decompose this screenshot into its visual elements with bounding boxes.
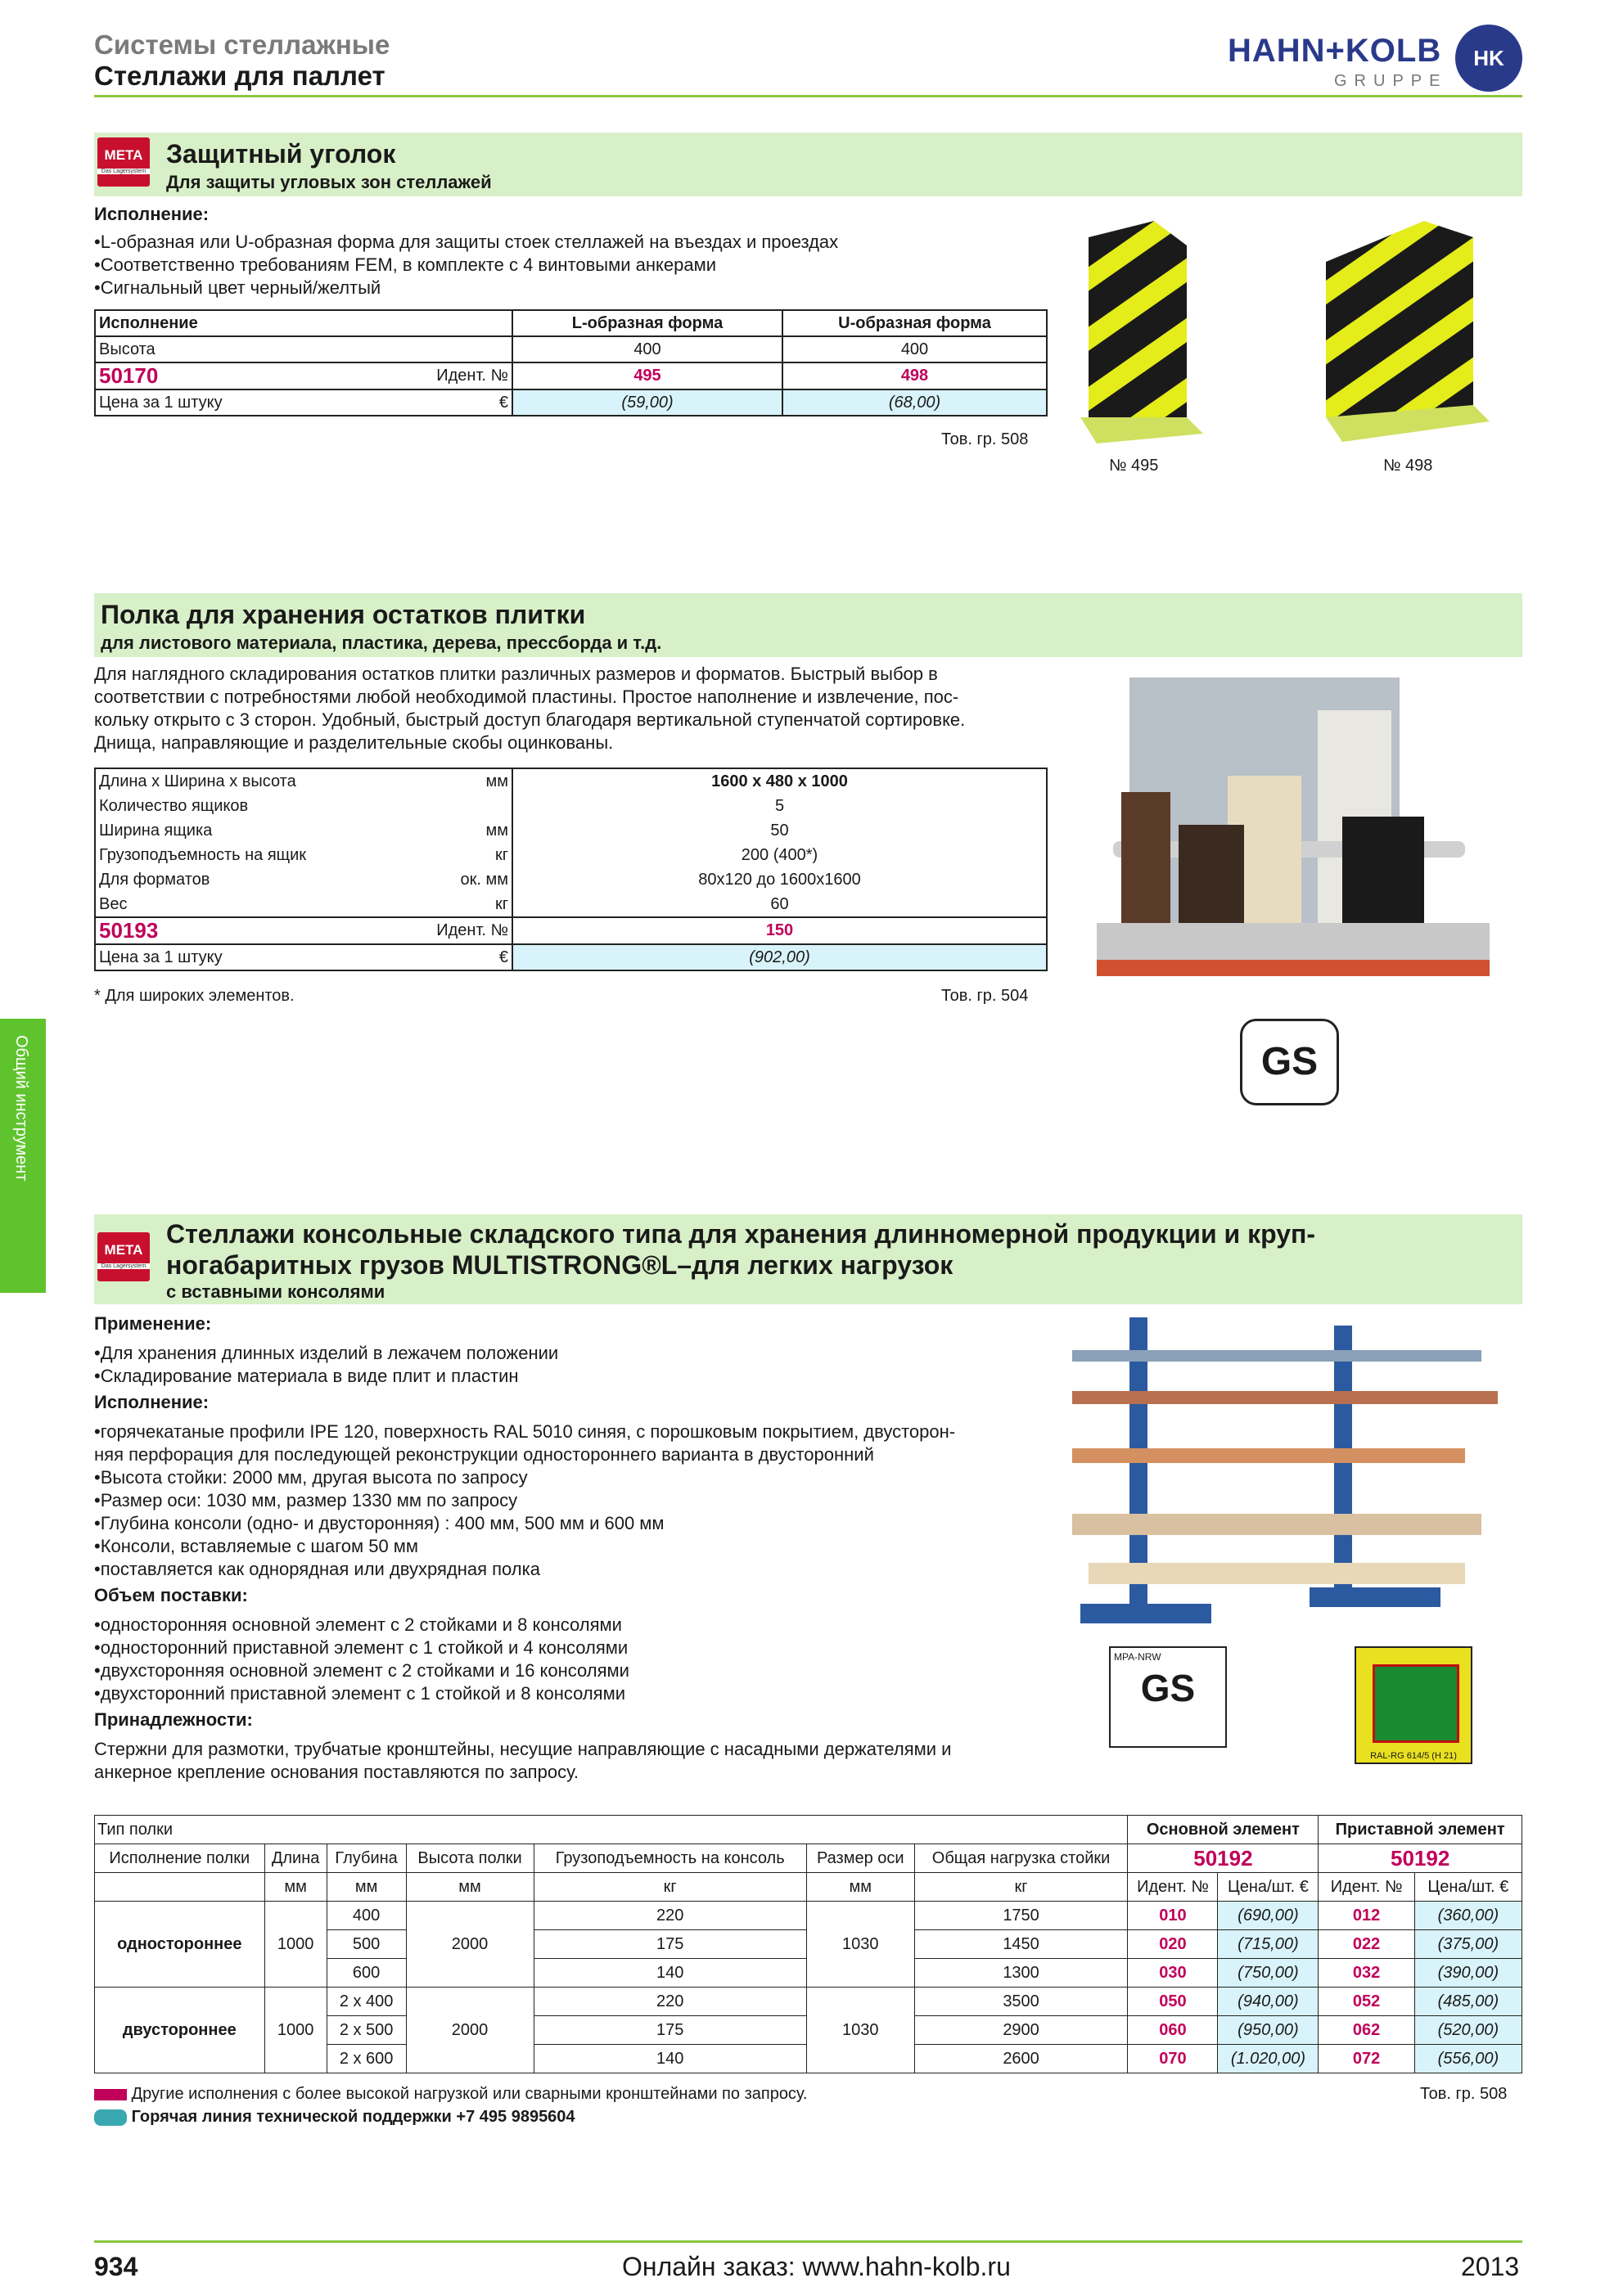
caption-495: № 495: [1109, 457, 1159, 475]
section2-title: Полка для хранения остатков плитки: [101, 600, 586, 629]
section1-group: Тов. гр. 508: [941, 430, 1029, 448]
section1-header: [94, 133, 1522, 196]
hotline: Горячая линия технической поддержки +7 495 9895604: [94, 2108, 575, 2127]
section3-scope: •двухсторонний приставной элемент с 1 стойкой и 8 консолями: [94, 1683, 625, 1704]
article-number: 50192: [1128, 1844, 1319, 1873]
phone-icon: [94, 2109, 127, 2126]
section1-title: Защитный уголок: [166, 139, 396, 169]
section3-app: •Складирование материала в виде плит и пластин: [94, 1366, 519, 1386]
section3-exec: •Размер оси: 1030 мм, размер 1330 мм по запросу: [94, 1490, 518, 1510]
section1-bullet: •L-образная или U-образная форма для защиты стоек стеллажей на въездах и проездах: [94, 232, 839, 252]
header-subcategory: Стеллажи для паллет: [94, 61, 385, 91]
section3-app: •Для хранения длинных изделий в лежачем положении: [94, 1343, 559, 1363]
section2-subtitle: для листового материала, пластика, дерева, прессборда и т.д.: [101, 633, 662, 653]
price: (902,00): [512, 944, 1047, 970]
section2-desc: Для наглядного складирования остатков плитки различных размеров и форматов. Быстрый выбор в: [94, 664, 938, 684]
tile-rack-image: [1080, 678, 1506, 997]
section1-exec-label: Исполнение:: [94, 204, 210, 224]
section2-desc: соответствии с потребностями любой необходимой пластины. Простое наполнение и извлечение, пос-: [94, 687, 959, 707]
gs-badge-icon: MPA-NRW GS: [1109, 1646, 1227, 1748]
section3-group: Тов. гр. 508: [1420, 2085, 1508, 2103]
logo-circle-icon: HK: [1455, 25, 1522, 92]
article-number: 50170: [99, 363, 159, 388]
header-category: Системы стеллажные: [94, 29, 390, 60]
section3-scope: •односторонняя основной элемент с 2 стойками и 8 консолями: [94, 1614, 622, 1635]
section3-scope-label: Объем поставки:: [94, 1585, 248, 1605]
section3-exec-label: Исполнение:: [94, 1392, 210, 1412]
section3-exec: •Консоли, вставляемые с шагом 50 мм: [94, 1536, 419, 1556]
section2-desc: кольку открыто с 3 сторон. Удобный, быстрый доступ благодаря вертикальной ступенчатой сортировке.: [94, 709, 966, 730]
side-tab[interactable]: Общий инструмент: [0, 1019, 46, 1293]
section1-subtitle: Для защиты угловых зон стеллажей: [166, 172, 492, 192]
arrow-icon: [94, 2089, 127, 2100]
cantilever-rack-image: [1064, 1317, 1522, 1628]
meta-logo-icon: META Das Lagersystem: [97, 1232, 150, 1281]
section3-app-label: Применение:: [94, 1313, 212, 1334]
section3-exec: •Глубина консоли (одно- и двусторонняя) : 400 мм, 500 мм и 600 мм: [94, 1513, 665, 1533]
section3-acc: Стержни для размотки, трубчатые кронштейны, несущие направляющие с насадными держателями и: [94, 1739, 952, 1759]
footer-divider: [94, 2240, 1522, 2243]
section3-note: Другие исполнения с более высокой нагрузкой или сварными кронштейнами по запросу.: [94, 2085, 808, 2104]
price: (59,00): [512, 389, 782, 416]
section3-table: Тип полки Основной элемент Приставной элемент Исполнение полки Длина Глубина Высота полки Грузоподъемность на консоль Размер оси Общая нагрузка стойки 50192 50192 мм мм мм кг мм кг Идент. № Цена/шт. € Идент. № Цена/шт. € одностороннее 1000 400 2000 220 1030 1750 010 (690,00) 012 (360,00) 500 175 1450 020 (715,00) 022 (375,00) 600 140 1300 030 (750,00) 032 (390,00) двустороннее 1000 2 x 400 2000 220 1030 3500 050 (940,00) 052 (485,00) 2 x 500 175 2900 060 (950,00) 062 (520,00) 2 x 600 140 2600 070 (1.020,00) 072 (556,00): [94, 1815, 1522, 2073]
company-logo: HAHN+KOLB GRUPPE HK: [1228, 23, 1522, 92]
ral-badge-icon: RAL-RG 614/5 (H 21): [1355, 1646, 1472, 1764]
section1-bullet: •Соответственно требованиям FEM, в комплекте с 4 винтовыми анкерами: [94, 254, 717, 275]
section2-desc: Днища, направляющие и разделительные скобы оцинкованы.: [94, 732, 614, 753]
ident-number: 498: [782, 362, 1047, 389]
section2-table: Длина x Ширина x высота мм 1600 x 480 x 1000 Количество ящиков 5 Ширина ящика мм 50 Грузоподъемность на ящик кг 200 (400*) Для форматов ок. мм 80x120 до 1600x1600 Вес кг 60 50193 Идент. № 150 Цена за 1 штуку € (902,00): [94, 768, 1048, 971]
article-number: 50192: [1319, 1844, 1522, 1873]
section2-header: [94, 593, 1522, 657]
section3-title: ногабаритных грузов MULTISTRONG®L–для легких нагрузок: [166, 1250, 954, 1280]
section3-scope: •односторонний приставной элемент с 1 стойкой и 4 консолями: [94, 1637, 629, 1658]
order-link[interactable]: Онлайн заказ: www.hahn-kolb.ru: [622, 2252, 1011, 2281]
section3-header: [94, 1214, 1522, 1304]
section3-exec: •горячекатаные профили IPE 120, поверхность RAL 5010 синяя, с порошковым покрытием, двусторон-: [94, 1421, 956, 1442]
section3-title: Стеллажи консольные складского типа для хранения длинномерной продукции и круп-: [166, 1219, 1315, 1249]
price: (68,00): [782, 389, 1047, 416]
page-number: 934: [94, 2252, 138, 2281]
section3-exec: няя перфорация для последующей реконструкции одностороннего варианта в двусторонний: [94, 1444, 874, 1465]
year: 2013: [1461, 2252, 1520, 2281]
section2-group: Тов. гр. 504: [941, 987, 1029, 1005]
section3-exec: •поставляется как однорядная или двухрядная полка: [94, 1559, 540, 1579]
ident-number: 495: [512, 362, 782, 389]
section2-footnote: * Для широких элементов.: [94, 987, 295, 1005]
gs-badge-icon: GS: [1240, 1019, 1339, 1105]
ident-number: 150: [512, 917, 1047, 944]
section1-bullet: •Сигнальный цвет черный/желтый: [94, 277, 381, 298]
article-number: 50193: [99, 918, 159, 943]
section3-exec: •Высота стойки: 2000 мм, другая высота по запросу: [94, 1467, 528, 1488]
section3-acc: анкерное крепление основания поставляются по запросу.: [94, 1762, 579, 1782]
section3-subtitle: с вставными консолями: [166, 1281, 385, 1302]
section1-table: Исполнение L-образная форма U-образная форма Высота 400 400 50170 Идент. № 495 498 Цена за 1 штуку € (59,00) (68,00): [94, 309, 1048, 416]
section3-scope: •двухсторонняя основной элемент с 2 стойками и 16 консолями: [94, 1660, 629, 1681]
section3-acc-label: Принадлежности:: [94, 1709, 253, 1730]
meta-logo-icon: META Das Lagersystem: [97, 137, 150, 187]
caption-498: № 498: [1383, 457, 1433, 475]
guard-image: [1080, 213, 1522, 450]
header-divider: [94, 95, 1522, 97]
